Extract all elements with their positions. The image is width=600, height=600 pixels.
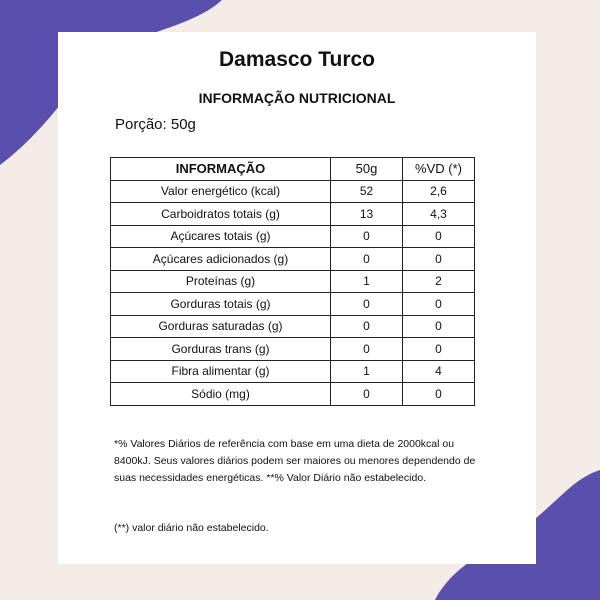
nutrient-daily-value: 2,6 (403, 180, 475, 203)
nutrient-name: Proteínas (g) (111, 270, 331, 293)
nutrient-amount: 0 (331, 315, 403, 338)
nutrient-amount: 52 (331, 180, 403, 203)
table-row (111, 248, 475, 271)
nutrient-name: Açúcares adicionados (g) (111, 248, 331, 271)
nutrient-name: Açúcares totais (g) (111, 225, 331, 248)
table-row (111, 180, 475, 203)
nutrient-amount: 0 (331, 383, 403, 406)
column-header-portion: 50g (331, 158, 403, 181)
nutrient-name: Sódio (mg) (111, 383, 331, 406)
nutrient-daily-value: 0 (403, 293, 475, 316)
table-row (111, 383, 475, 406)
nutrient-daily-value: 0 (403, 315, 475, 338)
table-row (111, 360, 475, 383)
table-row (111, 225, 475, 248)
table-row (111, 315, 475, 338)
nutrition-heading: INFORMAÇÃO NUTRICIONAL (198, 90, 396, 106)
nutrient-daily-value: 4 (403, 360, 475, 383)
table-row (111, 338, 475, 361)
nutrient-name: Gorduras trans (g) (111, 338, 331, 361)
nutrient-name: Valor energético (kcal) (111, 180, 331, 203)
nutrition-table (110, 157, 475, 406)
nutrient-amount: 0 (331, 225, 403, 248)
nutrient-daily-value: 0 (403, 248, 475, 271)
nutrient-daily-value: 2 (403, 270, 475, 293)
daily-values-footnote: *% Valores Diários de referência com base em uma dieta de 2000kcal ou 8400kJ. Seus valores diários podem ser maiores ou menores dependendo de suas necessidades energéticas. **% Valor Diário não estabelecido. (114, 438, 476, 484)
table-row (111, 270, 475, 293)
column-header-daily-value: %VD (*) (403, 158, 475, 181)
nutrient-amount: 0 (331, 248, 403, 271)
table-row (111, 293, 475, 316)
nutrient-name: Gorduras saturadas (g) (111, 315, 331, 338)
nutrient-daily-value: 0 (403, 338, 475, 361)
nutrient-amount: 13 (331, 203, 403, 226)
nutrient-daily-value: 0 (403, 383, 475, 406)
nutrient-daily-value: 4,3 (403, 203, 475, 226)
nutrient-name: Fibra alimentar (g) (111, 360, 331, 383)
table-header-row (111, 158, 475, 181)
nutrient-daily-value: 0 (403, 225, 475, 248)
nutrient-amount: 1 (331, 270, 403, 293)
not-established-footnote: (**) valor diário não estabelecido. (114, 522, 269, 534)
nutrient-name: Gorduras totais (g) (111, 293, 331, 316)
product-title: Damasco Turco (219, 48, 375, 71)
table-row (111, 203, 475, 226)
nutrient-amount: 0 (331, 338, 403, 361)
nutrient-amount: 0 (331, 293, 403, 316)
nutrition-label-card (58, 32, 536, 564)
portion-size: Porção: 50g (115, 116, 196, 133)
column-header-information: INFORMAÇÃO (111, 158, 331, 181)
nutrient-name: Carboidratos totais (g) (111, 203, 331, 226)
nutrient-amount: 1 (331, 360, 403, 383)
